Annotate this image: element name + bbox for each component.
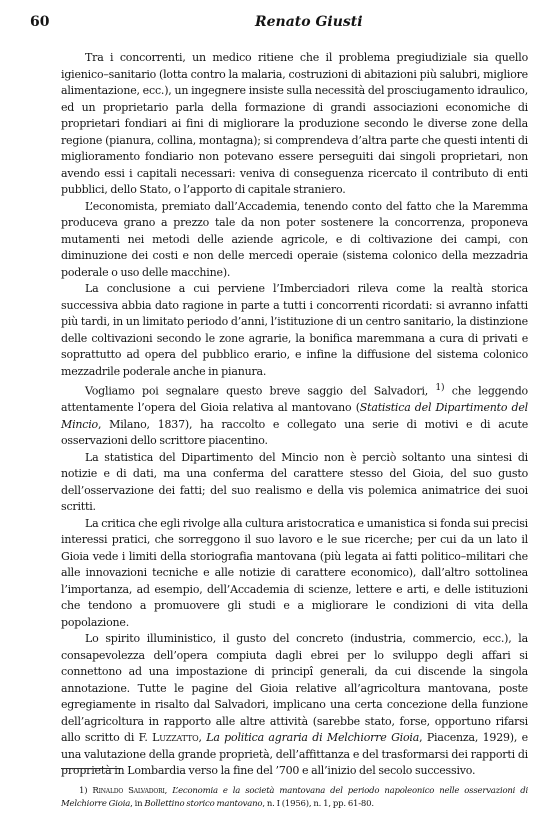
footnote-author: Rinaldo Salvadori [92, 785, 165, 796]
paragraph-3: La conclusione a cui perviene l’Imberciadori rileva come la realtà storica successiva abbia dato ragione in parte a tutti i concorrenti ricordati: si avranno infatti più tardi, in un limitato periodo d’anni, l’istituzione di un centro sanitario, la distinzione delle coltivazioni secondo le zone agrarie, la bonifica maremmana a cura di privati e soprattutto ad opera del pubblico erario, e infine la diffusione del sistema colonico mezzadrile poderale anche in pianura. [61, 282, 528, 378]
running-title: Renato Giusti [255, 14, 363, 30]
paragraph-5: La statistica del Dipartimento del Mincio non è perciò soltanto una sintesi di notizie e di dati, ma una conferma del carattere stesso del Gioia, del suo gusto dell’osservazione dei fatti; del suo realismo e della vis polemica animatrice dei suoi scritti. [61, 450, 528, 514]
footnote-reference: 1) [435, 382, 445, 393]
paragraph-4-text-a: Vogliamo poi segnalare questo breve saggio del Salvadori, [85, 384, 429, 398]
paragraph-2: L’economista, premiato dall’Accademia, tenendo conto del fatto che la Maremma produceva grano a prezzo tale da non poter sostenere la concorrenza, proponeva mutamenti nei metodi delle aziende agricole, e di coltivazione dei campi, con diminuzione dei costi e non delle mercedi operaie (sistema colonico della mezzadria poderale o uso delle macchine). [61, 199, 528, 279]
paragraph-7-text-c: , Piacenza, 1929), e una valutazione della grande proprietà, dell’affittanza e del trasformarsi dei rapporti di proprietà in Lombardia verso la fine del ’700 e all’inizio del secolo successivo. [61, 731, 528, 778]
paragraph-4-text-b: che leggendo attentamente l’opera del Gioia relativa al mantovano ( [61, 384, 528, 415]
body-text [61, 50, 528, 780]
footnote-in: , in [130, 798, 145, 809]
paragraph-1: Tra i concorrenti, un medico ritiene che il problema pregiudiziale sia quello igienico–sanitario (lotta contro la malaria, costruzioni di abitazioni più salubri, migliore alimentazione, ecc.), un ingegnere insiste sulla necessità del prosciugamento idraulico, ed un proprietario parla della formazione di grandi associazioni economiche di proprietari fondiari ai fini di migliorare la produzione secondo le diverse zone della regione (pianura, collina, montagna); si comprendeva d’altra parte che questi intenti di miglioramento fondiario non potevano essere perseguiti dai singoli proprietari, non avendo essi i capitali necessari: veniva di conseguenza ricercato il contributo di enti pubblici, dello Stato, o l’apporto di capitale straniero. [61, 51, 528, 196]
paragraph-6: La critica che egli rivolge alla cultura aristocratica e umanistica si fonda sui precisi interessi pratici, che sorreggono il suo lavoro e le sue ricerche; per cui da un lato il Gioia vede i limiti della storiografia mantovana (più legata ai fatti politico–militari che alle innovazioni tecniche e alle notizie di carattere economico), dall’altro sottolinea l’importanza, ad esempio, dell’Accademia di scienze, lettere e arti, e delle istituzioni che tendono a promuovere gli studi e a migliorare le condizioni di vita della popolazione. [61, 516, 528, 629]
footnote-separator: , [164, 785, 173, 796]
footnote-rule [61, 768, 121, 769]
paragraph-7-text-a: Lo spirito illuministico, il gusto del concreto (industria, commercio, ecc.), la consapevolezza dell’opera compiuta dagli ebrei per lo sviluppo degli affari si connettono ad una impostazione di principî generali, da cui discende la singola annotazione. Tutte le pagine del Gioia relative all’agricoltura mantovana, poste egregiamente in risalto dal Salvadori, implicano una certa concezione della funzione dell’agricoltura in rapporto alle altre attività (sarebbe stato, forse, opportuno rifarsi allo scritto di F. [61, 632, 528, 745]
paragraph-4-text-c: , Milano, 1837), ha raccolto e collegato una serie di motivi e di acute osservazioni dello scrittore piacentino. [61, 417, 528, 448]
footnote-journal: Bollettino storico mantovano [144, 798, 263, 809]
author-luzzatto: Luzzatto [152, 731, 199, 745]
footnote-marker: 1) [79, 785, 88, 796]
paragraph-7-text-b: , [198, 731, 207, 745]
paragraph-4 [61, 380, 528, 450]
paragraph-7 [61, 631, 528, 780]
running-header [30, 14, 530, 34]
footnote [61, 785, 528, 811]
footnote-title: L’economia e la società mantovana del periodo napoleonico nelle osservazioni di Melchiorre Gioia [61, 785, 528, 809]
footnote-tail: , n. I (1956), n. 1, pp. 61-80. [262, 798, 374, 809]
work-title-politica-agraria: La politica agraria di Melchiorre Gioia [206, 731, 420, 745]
work-title-statistica: Statistica del Dipartimento del Mincio [61, 401, 529, 431]
page-number: 60 [30, 14, 50, 30]
